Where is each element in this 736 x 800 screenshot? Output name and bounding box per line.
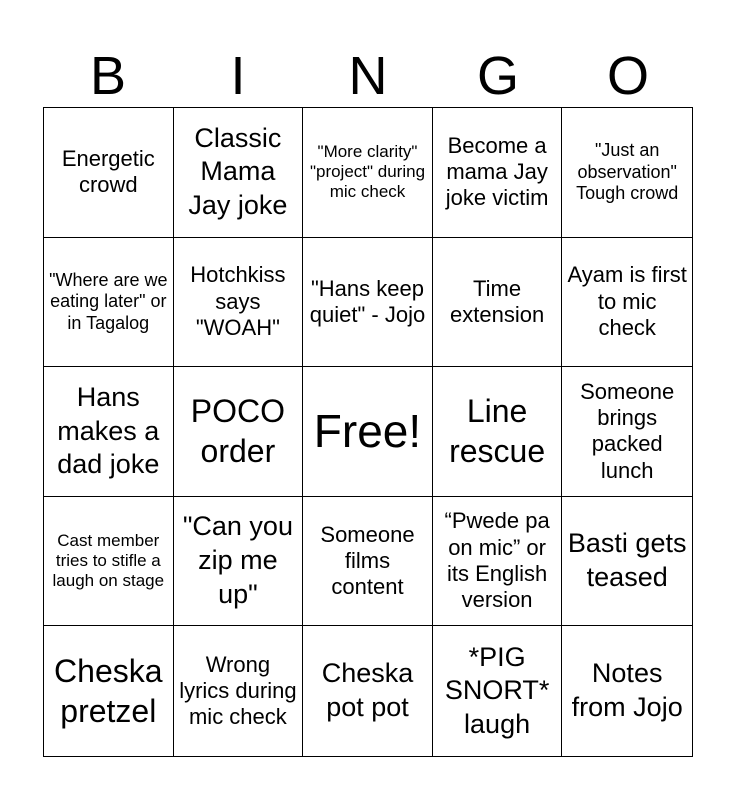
bingo-cell[interactable]: Basti gets teased xyxy=(562,497,692,627)
bingo-cell[interactable]: *PIG SNORT* laugh xyxy=(433,626,563,756)
bingo-cell[interactable]: Someone films content xyxy=(303,497,433,627)
bingo-cell[interactable]: Hotchkiss says "WOAH" xyxy=(174,238,304,368)
bingo-cell[interactable]: Cheska pot pot xyxy=(303,626,433,756)
header-letter-b: B xyxy=(89,46,127,106)
bingo-cell[interactable]: Someone brings packed lunch xyxy=(562,367,692,497)
bingo-cell[interactable]: Time extension xyxy=(433,238,563,368)
bingo-board xyxy=(43,107,693,757)
bingo-cell[interactable]: "Can you zip me up" xyxy=(174,497,304,627)
free-cell[interactable]: Free! xyxy=(303,367,433,497)
header-letter-g: G xyxy=(476,46,519,106)
bingo-cell[interactable]: Wrong lyrics during mic check xyxy=(174,626,304,756)
bingo-cell[interactable]: Notes from Jojo xyxy=(571,658,683,723)
bingo-cell[interactable]: Cast member tries to stifle a laugh on stage xyxy=(44,497,174,627)
bingo-cell[interactable]: "Just an observation" Tough crowd xyxy=(562,108,692,238)
bingo-cell[interactable]: "Hans keep quiet" - Jojo xyxy=(303,238,433,368)
bingo-cell[interactable]: "Where are we eating later" or in Tagalog xyxy=(44,238,174,368)
bingo-cell[interactable]: Energetic crowd xyxy=(44,108,174,238)
bingo-cell[interactable]: Hans makes a dad joke xyxy=(44,367,174,497)
bingo-cell[interactable]: Cheska pretzel xyxy=(44,626,174,756)
bingo-header xyxy=(43,46,693,106)
bingo-cell[interactable]: "More clarity" "project" during mic check xyxy=(303,108,433,238)
bingo-cell[interactable]: “Pwede pa on mic” or its English version xyxy=(433,497,563,627)
bingo-cell[interactable]: Line rescue xyxy=(433,367,563,497)
bingo-cell[interactable]: Ayam is first to mic check xyxy=(562,238,692,368)
bingo-cell[interactable]: Classic Mama Jay joke xyxy=(174,108,304,238)
header-letter-i: I xyxy=(230,46,246,106)
bingo-cell[interactable]: POCO order xyxy=(174,367,304,497)
bingo-cell[interactable]: Become a mama Jay joke victim xyxy=(433,108,563,238)
header-letter-o: O xyxy=(606,46,649,106)
header-letter-n: N xyxy=(348,46,388,106)
